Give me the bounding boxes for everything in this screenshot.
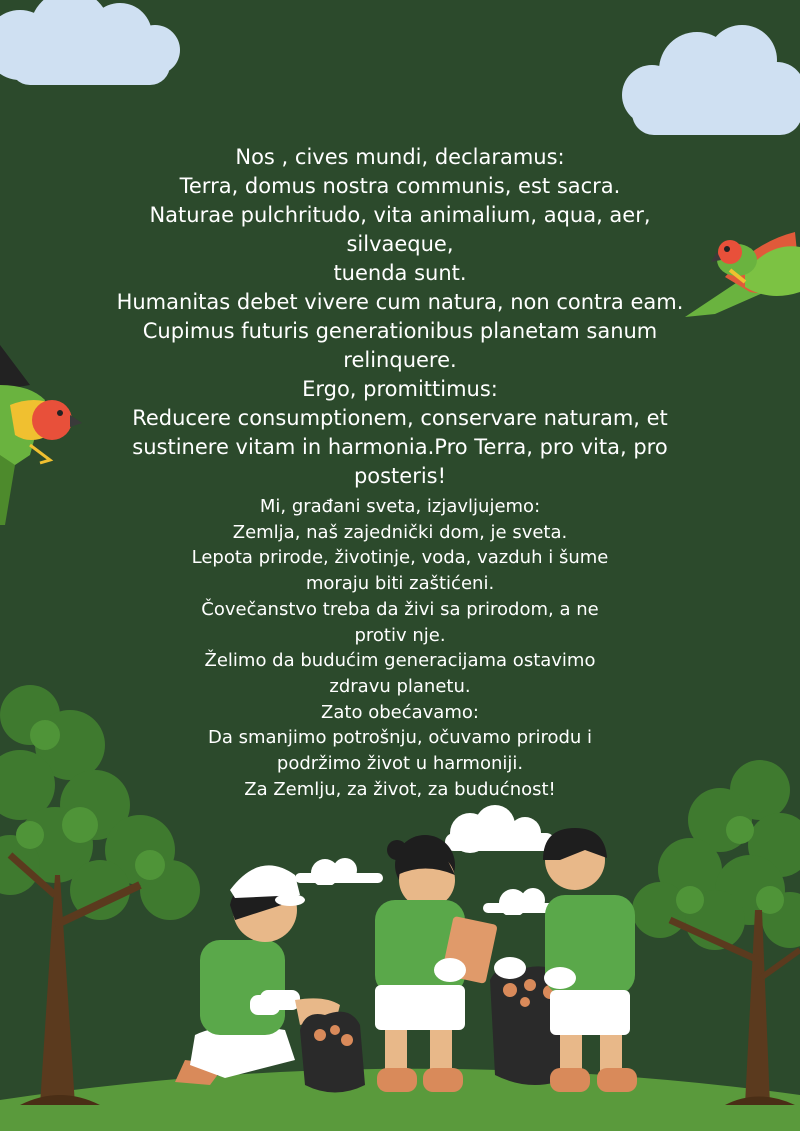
tree-right-icon: [630, 760, 800, 1105]
standing-girl: [375, 835, 498, 1092]
latin-line: Naturae pulchritudo, vita animalium, aqua, aer, silvaeque,: [149, 203, 651, 256]
serbian-line: Želimo da budućim generacijama ostavimo: [204, 650, 596, 672]
parrot-left-icon: [0, 345, 85, 525]
latin-line: Cupimus futuris generationibus planetam sanum: [142, 319, 658, 343]
serbian-line: protiv nje.: [354, 624, 446, 646]
latin-line: Terra, domus nostra communis, est sacra.: [179, 174, 621, 198]
serbian-line: Čovečanstvo treba da živi sa prirodom, a ne: [201, 598, 599, 620]
serbian-line: Mi, građani sveta, izjavljujemo:: [259, 496, 541, 517]
cloud-top-left-icon: [0, 0, 190, 100]
declaration-latin: [100, 143, 700, 491]
serbian-line: zdravu planetu.: [329, 675, 471, 697]
declaration-serbian: [180, 494, 620, 802]
children-cleanup-illustration: [165, 820, 655, 1100]
serbian-line: Zemlja, naš zajednički dom, je sveta.: [232, 521, 568, 543]
latin-line: relinquere.: [343, 348, 457, 372]
serbian-line: Lepota prirode, životinje, voda, vazduh i šume: [191, 547, 609, 569]
serbian-line: podržimo život u harmoniji.: [276, 753, 524, 775]
cloud-top-right-icon: [612, 15, 800, 145]
latin-line: Reducere consumptionem, conservare naturam, et: [132, 406, 668, 430]
latin-line: tuenda sunt.: [333, 261, 467, 285]
latin-line: posteris!: [353, 464, 447, 488]
serbian-line: Za Zemlju, za život, za budućnost!: [244, 778, 556, 800]
latin-line: Humanitas debet vivere cum natura, non contra eam.: [116, 290, 684, 314]
latin-line: sustinere vitam in harmonia.Pro Terra, pro vita, pro: [132, 435, 668, 459]
serbian-line: Zato obećavamo:: [321, 701, 479, 723]
latin-line: Ergo, promittimus:: [302, 377, 498, 401]
serbian-line: Da smanjimo potrošnju, očuvamo prirodu i: [207, 727, 593, 749]
serbian-line: moraju biti zaštićeni.: [305, 573, 495, 595]
latin-line: Nos , cives mundi, declaramus:: [235, 145, 565, 169]
